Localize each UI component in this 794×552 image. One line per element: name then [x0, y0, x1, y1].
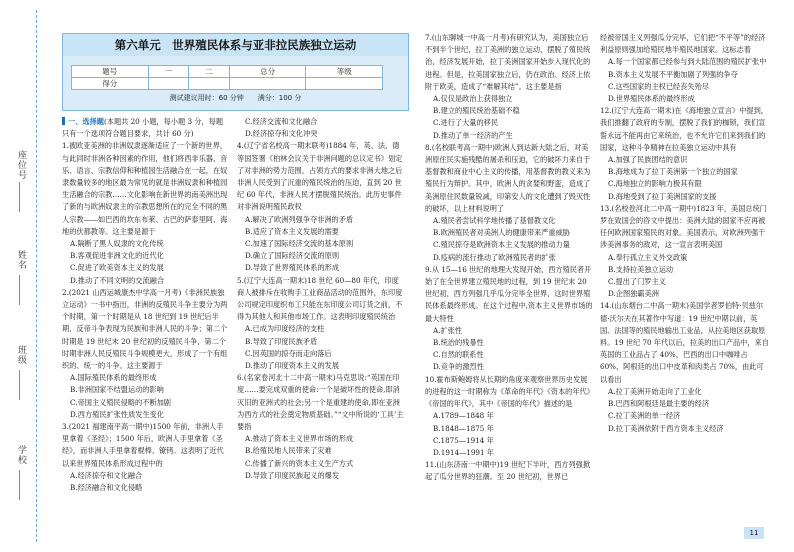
answer-option: C.拉丁美洲的单一经济: [608, 411, 681, 421]
question-text: 5.(辽宁大连高一期末)18 世纪 60—80 年代，印度商人被排斥在收购手工业商品活动的范围外，东印度公司规定印度织布工只能在东印度公司订货之前，不得为其他人和其他市场工作。这表明印度殖民统治: [237, 275, 403, 322]
seat-number-line: [19, 182, 20, 212]
answer-option: D.企图独霸美洲: [608, 289, 659, 299]
question-text: 7.(山东聊城一中高一月考)有研究认为，美国独立后不到半个世纪，拉丁美洲的独立运动，摆脱了殖民统治，经济发展开始，拉丁美洲国家开始步入现代化的进程。但是，拉美国家独立后，仍在政治、经济上依附于欧美，造成了“难解其结”。这主要是指: [425, 33, 591, 91]
answer-option: A.加强了民族团结的意识: [608, 155, 688, 165]
score-table-header-row: [72, 66, 383, 78]
answer-option: D.推动了单一经济的产生: [433, 130, 513, 140]
answer-option: B.资本主义发展不平衡加剧了列强的争夺: [608, 69, 738, 79]
class-label: 班级: [16, 345, 26, 365]
answer-option: A.每一个国家都已经参与到大陆范围的殖民扩张中: [608, 57, 767, 67]
score-input-cell[interactable]: [306, 78, 383, 90]
score-input-cell[interactable]: [189, 78, 230, 90]
seat-number-label: 座位号: [16, 150, 26, 180]
answer-option: D.西方殖民扩张性质发生变化: [70, 409, 165, 419]
answer-option: A.殖民者尝试科学地传播了基督教文化: [433, 216, 556, 226]
column-1: [62, 116, 230, 494]
answer-option: C.这些国家的主权已经丧失殆尽: [608, 81, 709, 91]
answer-option: B.导致了印度民族矛盾: [245, 336, 318, 346]
section-marker: [62, 117, 65, 125]
name-label: 姓名: [16, 250, 26, 270]
answer-option: A.经济掠夺和文化融合: [70, 470, 143, 480]
answer-option: B.经济融合和文化侵略: [70, 483, 143, 493]
answer-option: D.拉丁美洲依附于西方资本主义经济: [608, 423, 724, 433]
answer-option: A.已成为印度经济的支柱: [245, 324, 325, 334]
question-text: 2.(2021 山西运城康杰中学高一月考)《非洲民族独立运动》一书中指出，非洲的反殖民斗争主要分为两个时期，第一个时期是从 18 世纪到 19 世纪后半期，反帝斗争表现为民族和非洲人民的斗争；第二个时期是 19 世纪末 20 世纪初的反殖民斗争，第二个时期非洲人民反殖民斗争规模更大，形成了一个有组织的、统一的斗争。这主要源于: [62, 287, 228, 371]
section-heading: [62, 116, 230, 140]
answer-option: C.因英国的掠夺而走向落后: [245, 348, 332, 358]
answer-option: A.解决了欧洲列强争夺非洲的矛盾: [245, 214, 354, 224]
answer-option: D.导致了印度民族起义的爆发: [245, 470, 340, 480]
school-line: [19, 470, 20, 500]
answer-option: B.建立的殖民统治基础不稳: [433, 106, 520, 116]
question-text: 12.(辽宁大连高一期末)在《海地独立宣言》中提到，我们推翻了政府的专制，摆脱了我们的枷锁，我们宣誓永远不能再由它来统治，也不允许它们来到我们的国家，这种斗争精神在拉美独立运动中具有: [600, 106, 768, 152]
answer-option: D.疫病的流行推动了欧洲殖民者的扩张: [433, 252, 556, 262]
binding-dashed-line: [36, 10, 37, 542]
question-text: 11.(山东济南一中期中)19 世纪下半叶，西方列强掀起了瓜分世界的狂潮。至 20 世纪初，世界已: [425, 460, 591, 482]
question-text: 3.(2021 福建南平高一期中)1500 年前，非洲人手里拿着《圣经》；1500 年后，欧洲人手里拿着《圣经》，而非洲人手里拿着棍棒、镣铐。这表明了近代以来世界殖民体系形成过程中的: [62, 422, 224, 468]
score-cell: 得分: [72, 78, 149, 90]
answer-option: B.巴西和阿根廷是最主要的经济: [608, 399, 710, 409]
answer-option: D.推动了印度资本主义的发展: [245, 361, 340, 371]
answer-option: A.推动了资本主义世界市场的形成: [245, 434, 354, 444]
answer-option: B.1848—1875 年: [433, 423, 494, 433]
section-title: 一、选择题: [68, 117, 104, 126]
page-number: 11: [744, 527, 764, 539]
answer-option: C.1875—1914 年: [433, 435, 494, 445]
name-line: [19, 275, 20, 305]
answer-option: D.1914—1991 年: [433, 447, 495, 457]
answer-option: C.进行了大量的移民: [433, 118, 499, 128]
answer-option: C.殖民掠夺是欧洲资本主义发展的推动力量: [433, 240, 570, 250]
column-3: [425, 32, 593, 484]
score-cell: 题号: [72, 66, 149, 78]
answer-option: B.支持拉美独立运动: [608, 264, 674, 274]
answer-option: B.适应了资本主义发展的需要: [245, 226, 339, 236]
question-text: 10.霍布斯鲍姆将从长期的角度来观察世界历史发展的进程的这一时期称为《革命的年代》《资本的年代》《帝国的年代》，其中《帝国的年代》描述的是: [425, 374, 591, 409]
answer-option: A.扩张性: [433, 325, 463, 335]
question-text: 14.(山东烟台二中高一期末)美国学者罗伯特·贝兹尔德·沃尔夫在其著作中写道：19 世纪中期以前，英国、法国等的殖民地输出工业品，从拉美地区获取原料。19 世纪 70 年代以后，拉美的出口产品中，来自英国的工业品占了 40%，巴西的出口中咖啡占 60%，阿根廷的出口中皮革和肉类占 70%，由此可以看出: [600, 301, 769, 384]
score-cell: 一: [148, 66, 189, 78]
answer-option: C.加速了国际经济交流的基本原则: [245, 239, 354, 249]
answer-option: D.海地受到了拉丁美洲国家的支援: [608, 191, 717, 201]
answer-option: A.仅仅是政治上获得独立: [433, 94, 513, 104]
question-text: 6.(名家卷河北十二中高一期末)马克思说:“英国在印度……要完成双重的使命:一个是破坏性的使命,即消灭旧的亚洲式的社会;另一个是重建的使命,即在亚洲为西方式的社会奠定物质基础。”“文中所说的‘工具’主要指: [237, 373, 404, 432]
answer-option: C.传播了新兴的资本主义生产方式: [245, 458, 354, 468]
score-cell: 二: [189, 66, 230, 78]
score-table: [71, 65, 383, 90]
score-cell: 总分: [229, 66, 306, 78]
answer-option: D.推动了不同文明的交流融合: [70, 275, 165, 285]
answer-option: D.世界殖民体系的最终形成: [608, 94, 695, 104]
question-text: 经被帝国主义列强瓜分完毕，它们把“不平等”的经济利益原则强加给殖民地半殖民地国家。这标志着: [600, 33, 766, 55]
answer-option: B.海地成为了拉丁美洲第一个独立的国家: [608, 167, 738, 177]
answer-option: C.提出了门罗主义: [608, 277, 666, 287]
score-input-cell[interactable]: [148, 78, 189, 90]
answer-option: D.竞争的激烈性: [433, 362, 484, 372]
answer-option: C.经济交流和文化融合: [245, 117, 318, 126]
answer-option: A.拉丁美洲开始走向了工业化: [608, 386, 702, 396]
score-box: [62, 56, 409, 111]
question-text: 9.从 15—16 世纪的地理大发现开始，西方殖民者开始了在全世界建立殖民地的过程，到 19 世纪末 20 世纪初，西方列强几乎瓜分完毕全世界，这时世界殖民体系最终形成。在这个过程中,资本主义世界市场的最大特性: [425, 264, 593, 323]
score-cell: 等级: [306, 66, 383, 78]
question-text: 4.(辽宁省名校高一期末联考)1884 年，英、法、德等国签署《柏林会议关于非洲问题的总议定书》划定了对非洲的势力范围，占领方式的要求非洲大地之后非洲人民受到了沉重的殖民统治的压迫，直到 20 世纪 60 年代，非洲人民才摆脱殖民统治。此历史事件对非洲说明殖民政权: [237, 141, 403, 212]
score-table-row: [72, 78, 383, 90]
class-line: [19, 370, 20, 400]
column-4: [600, 32, 770, 435]
answer-option: B.欧洲殖民者对美洲人的健康带来严重威胁: [433, 228, 570, 238]
time-note: 测试建议用时：60 分钟 满分：100 分: [169, 94, 302, 102]
binding-margin: [0, 0, 40, 552]
answer-option: D.经济掠夺和文化冲突: [245, 129, 318, 139]
answer-option: C.自然的联系性: [433, 350, 484, 360]
answer-option: B.给殖民地人民带来了灾难: [245, 446, 332, 456]
unit-title: 第六单元 世界殖民体系与亚非拉民族独立运动: [62, 33, 409, 57]
answer-option: D.导致了世界殖民体系的形成: [245, 263, 340, 273]
answer-option: C.帝国主义殖民侵略的不断加剧: [70, 397, 171, 407]
question-text: 1.被欧亚美洲的非洲奴隶逐渐适应了一个新的世界，与此同时非洲各种因素的作用，他们将西非乐器、音乐、语言、宗教信仰和种植园生活融合在一起，在奴隶数量较多的地区最为常见的就是非洲奴隶和种植园生活融合的宗教……文化影响在新世界的南美洲出现了新的与欧洲奴隶主的宗教思想所在的完全不同的黑人宗教——如巴西的坎东布莱、古巴的萨泰里阿、海地的伏都教等。这主要是源于: [62, 141, 228, 236]
answer-option: B.客观促进非洲文化的近代化: [70, 251, 164, 261]
answer-option: B.统治的残暴性: [433, 338, 484, 348]
answer-option: A.隔断了黑人奴隶的文化传统: [70, 239, 164, 249]
question-text: 8.(名校联考高一期中)欧洲人到达新大陆之后，对美洲原住民实施残酷的屠杀和压迫，它的破坏力来自于基督教和商业中心主义的传播，用基督教的教义来为殖民行为辩护。其中，欧洲人的贪婪和野蛮，造成了美洲原住民数量锐减，印第安人的文化遭到了毁灭性的破坏，以上材料说明了: [425, 142, 591, 213]
answer-option: C.促进了欧美资本主义的发展: [70, 263, 164, 273]
school-label: 学校: [16, 445, 26, 465]
question-text: 13.(名校卷河北二中高一期中)1823 年，美国总统门罗在致国会的咨文中提出：美洲大陆的国家不应再被任何欧洲国家殖民的对象。美国表示，对欧洲列强干涉美洲事务的敌对，这一宣言表明美国: [600, 203, 767, 250]
answer-option: D.确立了国际经济交流的原则: [245, 251, 340, 261]
answer-option: B.非洲国家不结盟运动的影响: [70, 385, 164, 395]
answer-option: A.国际殖民体系的最终形成: [70, 373, 157, 383]
column-2: [237, 116, 405, 482]
answer-option: A.1789—1848 年: [433, 411, 494, 421]
answer-option: C.海地独立的影响力极其有限: [608, 179, 702, 189]
section-instructions: (本题共 20 小题，每小题 3 分，每题只有一个选项符合题目要求，共计 60 分): [62, 117, 224, 139]
score-input-cell[interactable]: [229, 78, 306, 90]
answer-option: A.奉行孤立主义外交政策: [608, 252, 688, 262]
